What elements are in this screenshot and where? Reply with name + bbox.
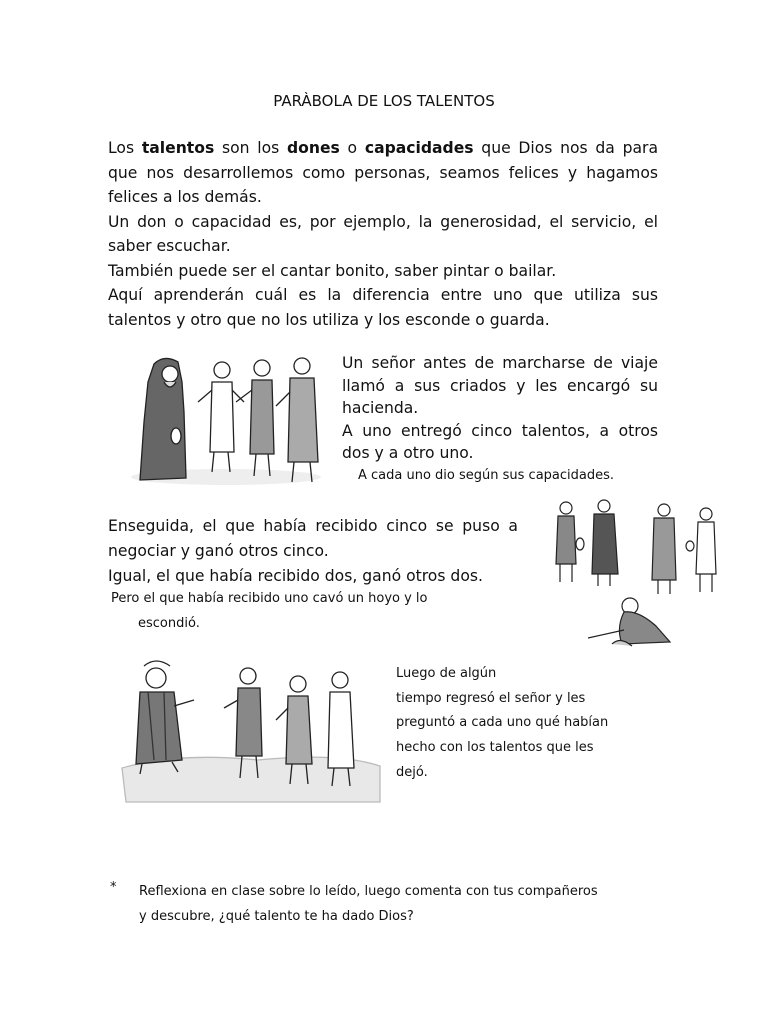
section3-line-3: preguntó a cada uno qué habían (396, 715, 609, 731)
intro-text (108, 136, 658, 332)
word-capacidades: capacidades (364, 139, 474, 157)
section2-paragraph-1: Enseguida, el que había recibido cinco se puso a negociar y ganó otros cinco. (108, 517, 518, 560)
section3-line-4: hecho con los talentos que les (396, 740, 594, 756)
word-dones: dones (286, 139, 340, 157)
section3-line-2: tiempo regresó el señor y les (396, 690, 586, 706)
intro-paragraph-1 (108, 136, 658, 210)
illustration-master-returns (118, 656, 382, 806)
section2-small-line-2: escondió. (138, 616, 200, 631)
page-title: PARÀBOLA DE LOS TALENTOS (273, 92, 495, 110)
section1-caption: A cada uno dio según sus capacidades. (358, 468, 615, 483)
intro-paragraph-4: Aquí aprenderán cuál es la diferencia entre uno que utiliza sus talentos y otro que no los utiliza y los esconde o guarda. (108, 286, 658, 329)
reflection-bullet: * (110, 880, 117, 895)
intro-text-d: que Dios nos da para que nos desarrollemos como personas, seamos felices y hagamos felices a los demás. (108, 139, 658, 206)
section2-paragraph-2: Igual, el que había recibido dos, ganó otros dos. (108, 567, 483, 585)
section1-paragraph-1: Un señor antes de marcharse de viaje llamó a sus criados y les encargó su hacienda. (342, 354, 658, 417)
intro-text-a: Los (108, 139, 142, 157)
intro-text-b: son los (214, 139, 287, 157)
intro-text-c: o (339, 139, 365, 157)
reflection-line-2: y descubre, ¿qué talento te ha dado Dios? (139, 908, 414, 924)
word-talentos: talentos (141, 139, 215, 157)
section3-line-1: Luego de algún (396, 666, 497, 681)
illustration-servants-trading (548, 494, 720, 664)
section1-paragraph-2: A uno entregó cinco talentos, a otros dos y a otro uno. (342, 421, 658, 462)
intro-paragraph-3: También puede ser el cantar bonito, saber pintar o bailar. (108, 261, 557, 280)
intro-paragraph-2: Un don o capacidad es, por ejemplo, la generosidad, el servicio, el saber escuchar. (108, 212, 658, 255)
illustration-master-servants (126, 352, 326, 500)
reflection-text (139, 880, 679, 929)
section2-small-line-1: Pero el que había recibido uno cavó un hoyo y lo (111, 591, 428, 606)
section3-text (396, 662, 656, 786)
reflection-line-1: Reflexiona en clase sobre lo leído, luego comenta con tus compañeros (139, 884, 598, 899)
section2-text (108, 514, 518, 589)
section1-text (342, 352, 658, 465)
section3-line-5: dejó. (396, 764, 428, 780)
